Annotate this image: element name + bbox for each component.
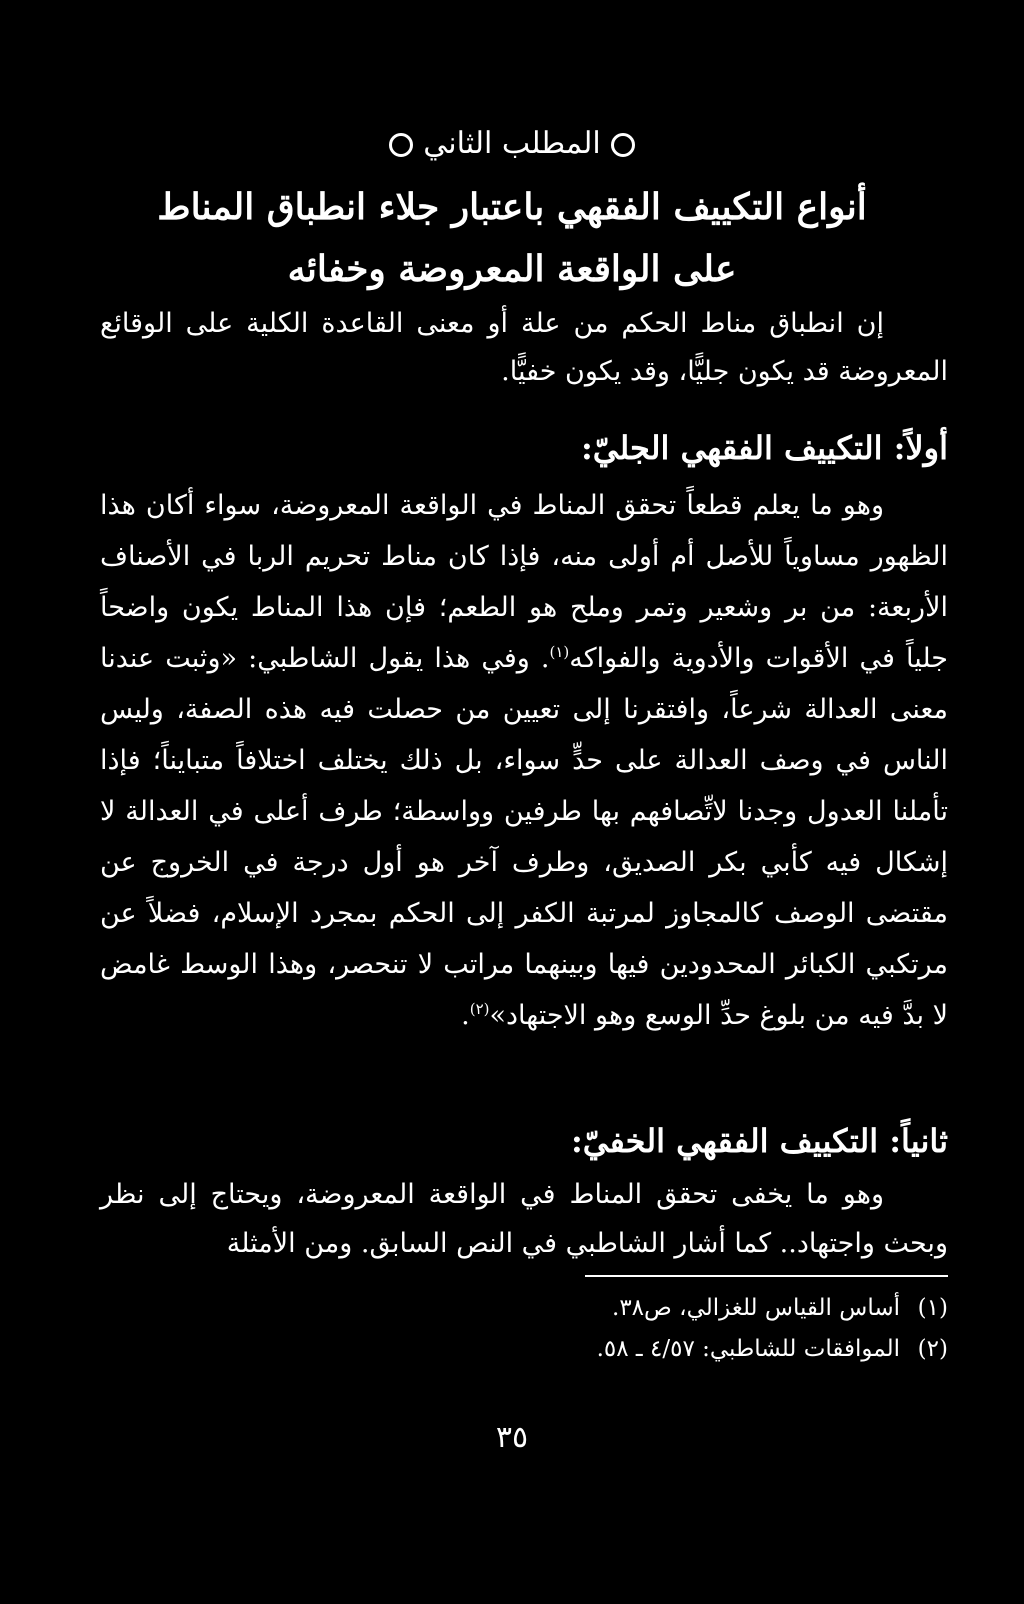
paragraph-end: . — [461, 1000, 470, 1031]
ring-ornament-icon — [611, 133, 635, 157]
footnote-1 — [248, 1288, 948, 1329]
footnote-number: (٢) — [917, 1336, 948, 1362]
footnotes — [248, 1288, 948, 1370]
section-marker — [0, 124, 1024, 164]
page-number: ٣٥ — [495, 1420, 529, 1455]
footnote-text: أساس القياس للغزالي، ص٣٨. — [612, 1295, 900, 1321]
heading-clear-adaptation: أولاً: التكييف الفقهي الجليّ: — [580, 429, 948, 467]
clear-adaptation-paragraph — [100, 480, 948, 1041]
footnote-separator — [585, 1275, 948, 1277]
footnote-2 — [248, 1329, 948, 1370]
title-line-1: أنواع التكييف الفقهي باعتبار جلاء انطباق المناط — [157, 186, 867, 228]
footnote-ref-1[interactable]: (١) — [549, 643, 570, 661]
heading-hidden-adaptation: ثانياً: التكييف الفقهي الخفيّ: — [570, 1122, 948, 1160]
footnote-number: (١) — [917, 1295, 948, 1321]
footnote-text: الموافقات للشاطبي: ٤/٥٧ ـ ٥٨. — [596, 1336, 900, 1362]
section-marker-text: المطلب الثاني — [423, 126, 601, 161]
paragraph-text: وهو ما يعلم قطعاً تحقق المناط في الواقعة المعروضة، سواء أكان هذا الظهور مساوياً للأصل أم أولى منه، فإذا كان مناط تحريم الربا في الأصناف الأربعة: من بر وشعير وتمر وملح هو الطعم؛ فإن هذا المناط يكون واضحاً جلياً في الأقوات والأدوية والفواكه — [100, 490, 948, 674]
paragraph-text-continued: . وفي هذا يقول الشاطبي: «وثبت عندنا معنى العدالة شرعاً، وافتقرنا إلى تعيين من حصلت فيه هذه الصفة، وليس الناس في وصف العدالة على حدٍّ سواء، بل ذلك يختلف اختلافاً متبايناً؛ فإذا تأملنا العدول وجدنا لاتِّصافهم بها طرفين وواسطة؛ طرف أعلى في العدالة لا إشكال فيه كأبي بكر الصديق، وطرف آخر هو أول درجة في الخروج عن مقتضى الوصف كالمجاوز لمرتبة الكفر إلى الحكم بمجرد الإسلام، فضلاً عن مرتكبي الكبائر المحدودين فيها وبينهما مراتب لا تنحصر، وهذا الوسط غامض لا بدَّ فيه من بلوغ حدِّ الوسع وهو الاجتهاد» — [100, 643, 948, 1031]
chapter-title — [60, 176, 964, 300]
intro-paragraph: إن انطباق مناط الحكم من علة أو معنى القاعدة الكلية على الوقائع المعروضة قد يكون جليًّا، وقد يكون خفيًّا. — [100, 308, 948, 387]
title-line-2: على الواقعة المعروضة وخفائه — [287, 248, 737, 290]
ring-ornament-icon — [389, 133, 413, 157]
footnote-ref-2[interactable]: (٢) — [469, 1000, 490, 1018]
hidden-adaptation-paragraph: وهو ما يخفى تحقق المناط في الواقعة المعروضة، ويحتاج إلى نظر وبحث واجتهاد.. كما أشار الشاطبي في النص السابق. ومن الأمثلة — [100, 1179, 948, 1259]
